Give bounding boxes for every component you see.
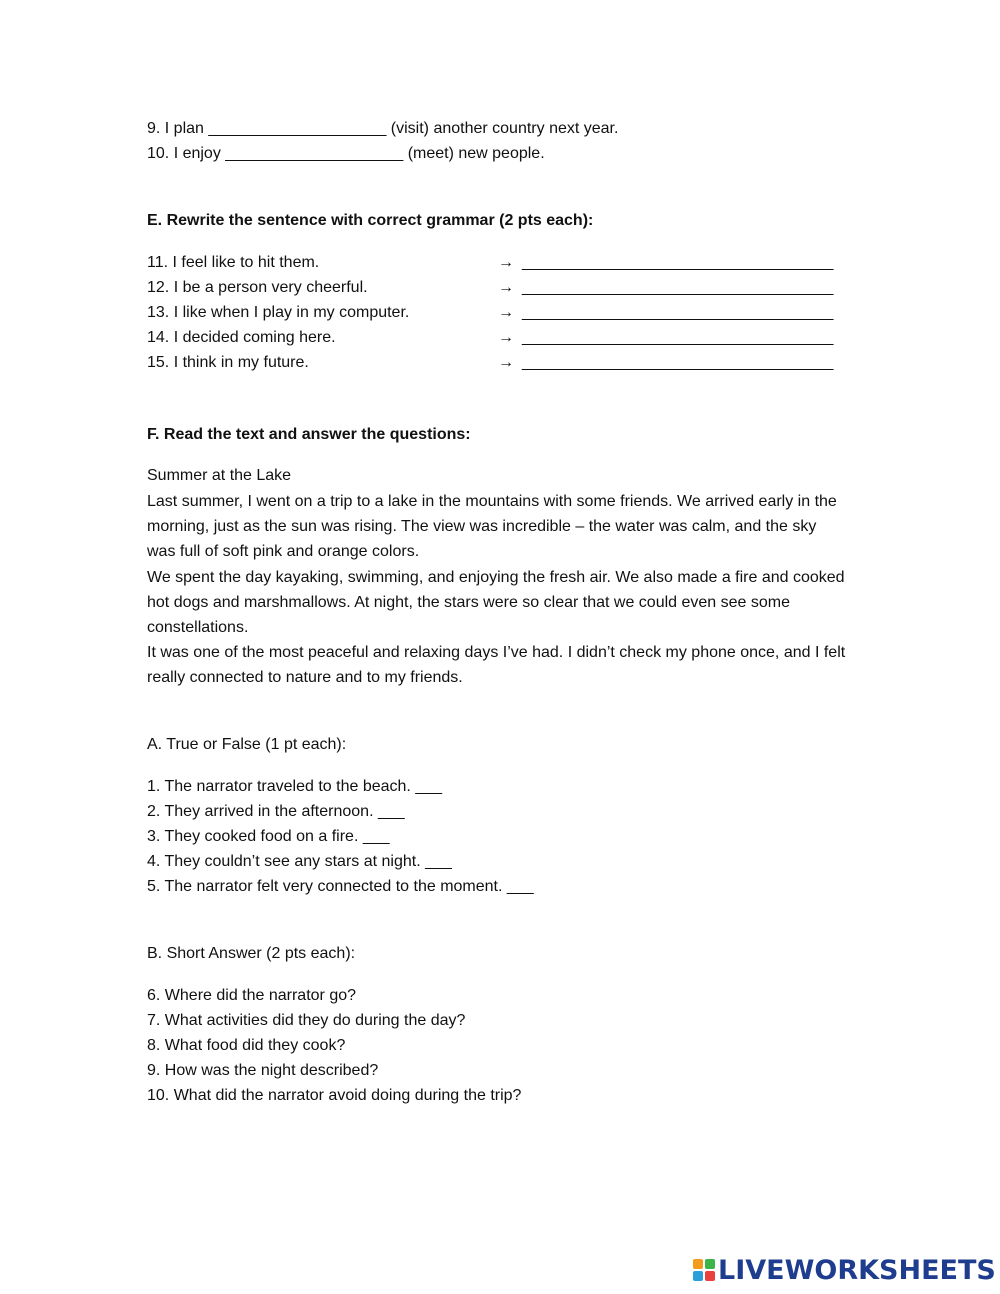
section-e-title: E. Rewrite the sentence with correct grammar (2 pts each): xyxy=(147,212,594,229)
tf-item-4: 4. They couldn’t see any stars at night. ___ xyxy=(147,853,452,870)
sa-item-6: 6. Where did the narrator go? xyxy=(147,987,357,1004)
rewrite-item-12: 12. I be a person very cheerful. xyxy=(147,279,368,296)
answer-line-12[interactable]: ___________________________________ xyxy=(522,279,834,296)
logo-grid-icon xyxy=(692,1258,716,1282)
arrow-icon: → xyxy=(498,279,514,296)
sa-item-7: 7. What activities did they do during the day? xyxy=(147,1012,466,1029)
answer-line-14[interactable]: ___________________________________ xyxy=(522,329,834,346)
question-10: 10. I enjoy ____________________ (meet) new people. xyxy=(147,145,545,162)
short-answer-title: B. Short Answer (2 pts each): xyxy=(147,945,356,962)
liveworksheets-logo xyxy=(692,1253,996,1287)
arrow-icon: → xyxy=(498,354,514,371)
tf-item-2: 2. They arrived in the afternoon. ___ xyxy=(147,803,405,820)
arrow-icon: → xyxy=(498,304,514,321)
rewrite-item-15: 15. I think in my future. xyxy=(147,354,309,371)
tf-item-5: 5. The narrator felt very connected to the moment. ___ xyxy=(147,878,534,895)
logo-text: LIVEWORKSHEETS xyxy=(718,1254,996,1286)
sa-item-9: 9. How was the night described? xyxy=(147,1062,379,1079)
question-9: 9. I plan ____________________ (visit) another country next year. xyxy=(147,120,619,137)
story-title: Summer at the Lake xyxy=(147,467,292,484)
arrow-icon: → xyxy=(498,329,514,346)
arrow-icon: → xyxy=(498,254,514,271)
story-paragraph-1: Last summer, I went on a trip to a lake in the mountains with some friends. We arrived early in the morning, just as the sun was rising. The view was incredible – the water was calm, and the sky was full of soft pink and orange colors. xyxy=(147,493,837,561)
tf-item-1: 1. The narrator traveled to the beach. ___ xyxy=(147,778,443,795)
story-paragraph-2: We spent the day kayaking, swimming, and enjoying the fresh air. We also made a fire and cooked hot dogs and marshmallows. At night, the stars were so clear that we could even see some constellations. xyxy=(147,569,845,637)
tf-item-3: 3. They cooked food on a fire. ___ xyxy=(147,828,390,845)
sa-item-8: 8. What food did they cook? xyxy=(147,1037,346,1054)
story-paragraph-3: It was one of the most peaceful and relaxing days I’ve had. I didn’t check my phone once, and I felt really connected to nature and to my friends. xyxy=(147,644,846,687)
answer-line-11[interactable]: ___________________________________ xyxy=(522,254,834,271)
rewrite-item-14: 14. I decided coming here. xyxy=(147,329,336,346)
sa-item-10: 10. What did the narrator avoid doing during the trip? xyxy=(147,1087,522,1104)
answer-line-15[interactable]: ___________________________________ xyxy=(522,354,834,371)
rewrite-item-13: 13. I like when I play in my computer. xyxy=(147,304,410,321)
answer-line-13[interactable]: ___________________________________ xyxy=(522,304,834,321)
true-false-title: A. True or False (1 pt each): xyxy=(147,736,347,753)
section-f-title: F. Read the text and answer the questions: xyxy=(147,426,471,443)
rewrite-item-11: 11. I feel like to hit them. xyxy=(147,254,320,271)
